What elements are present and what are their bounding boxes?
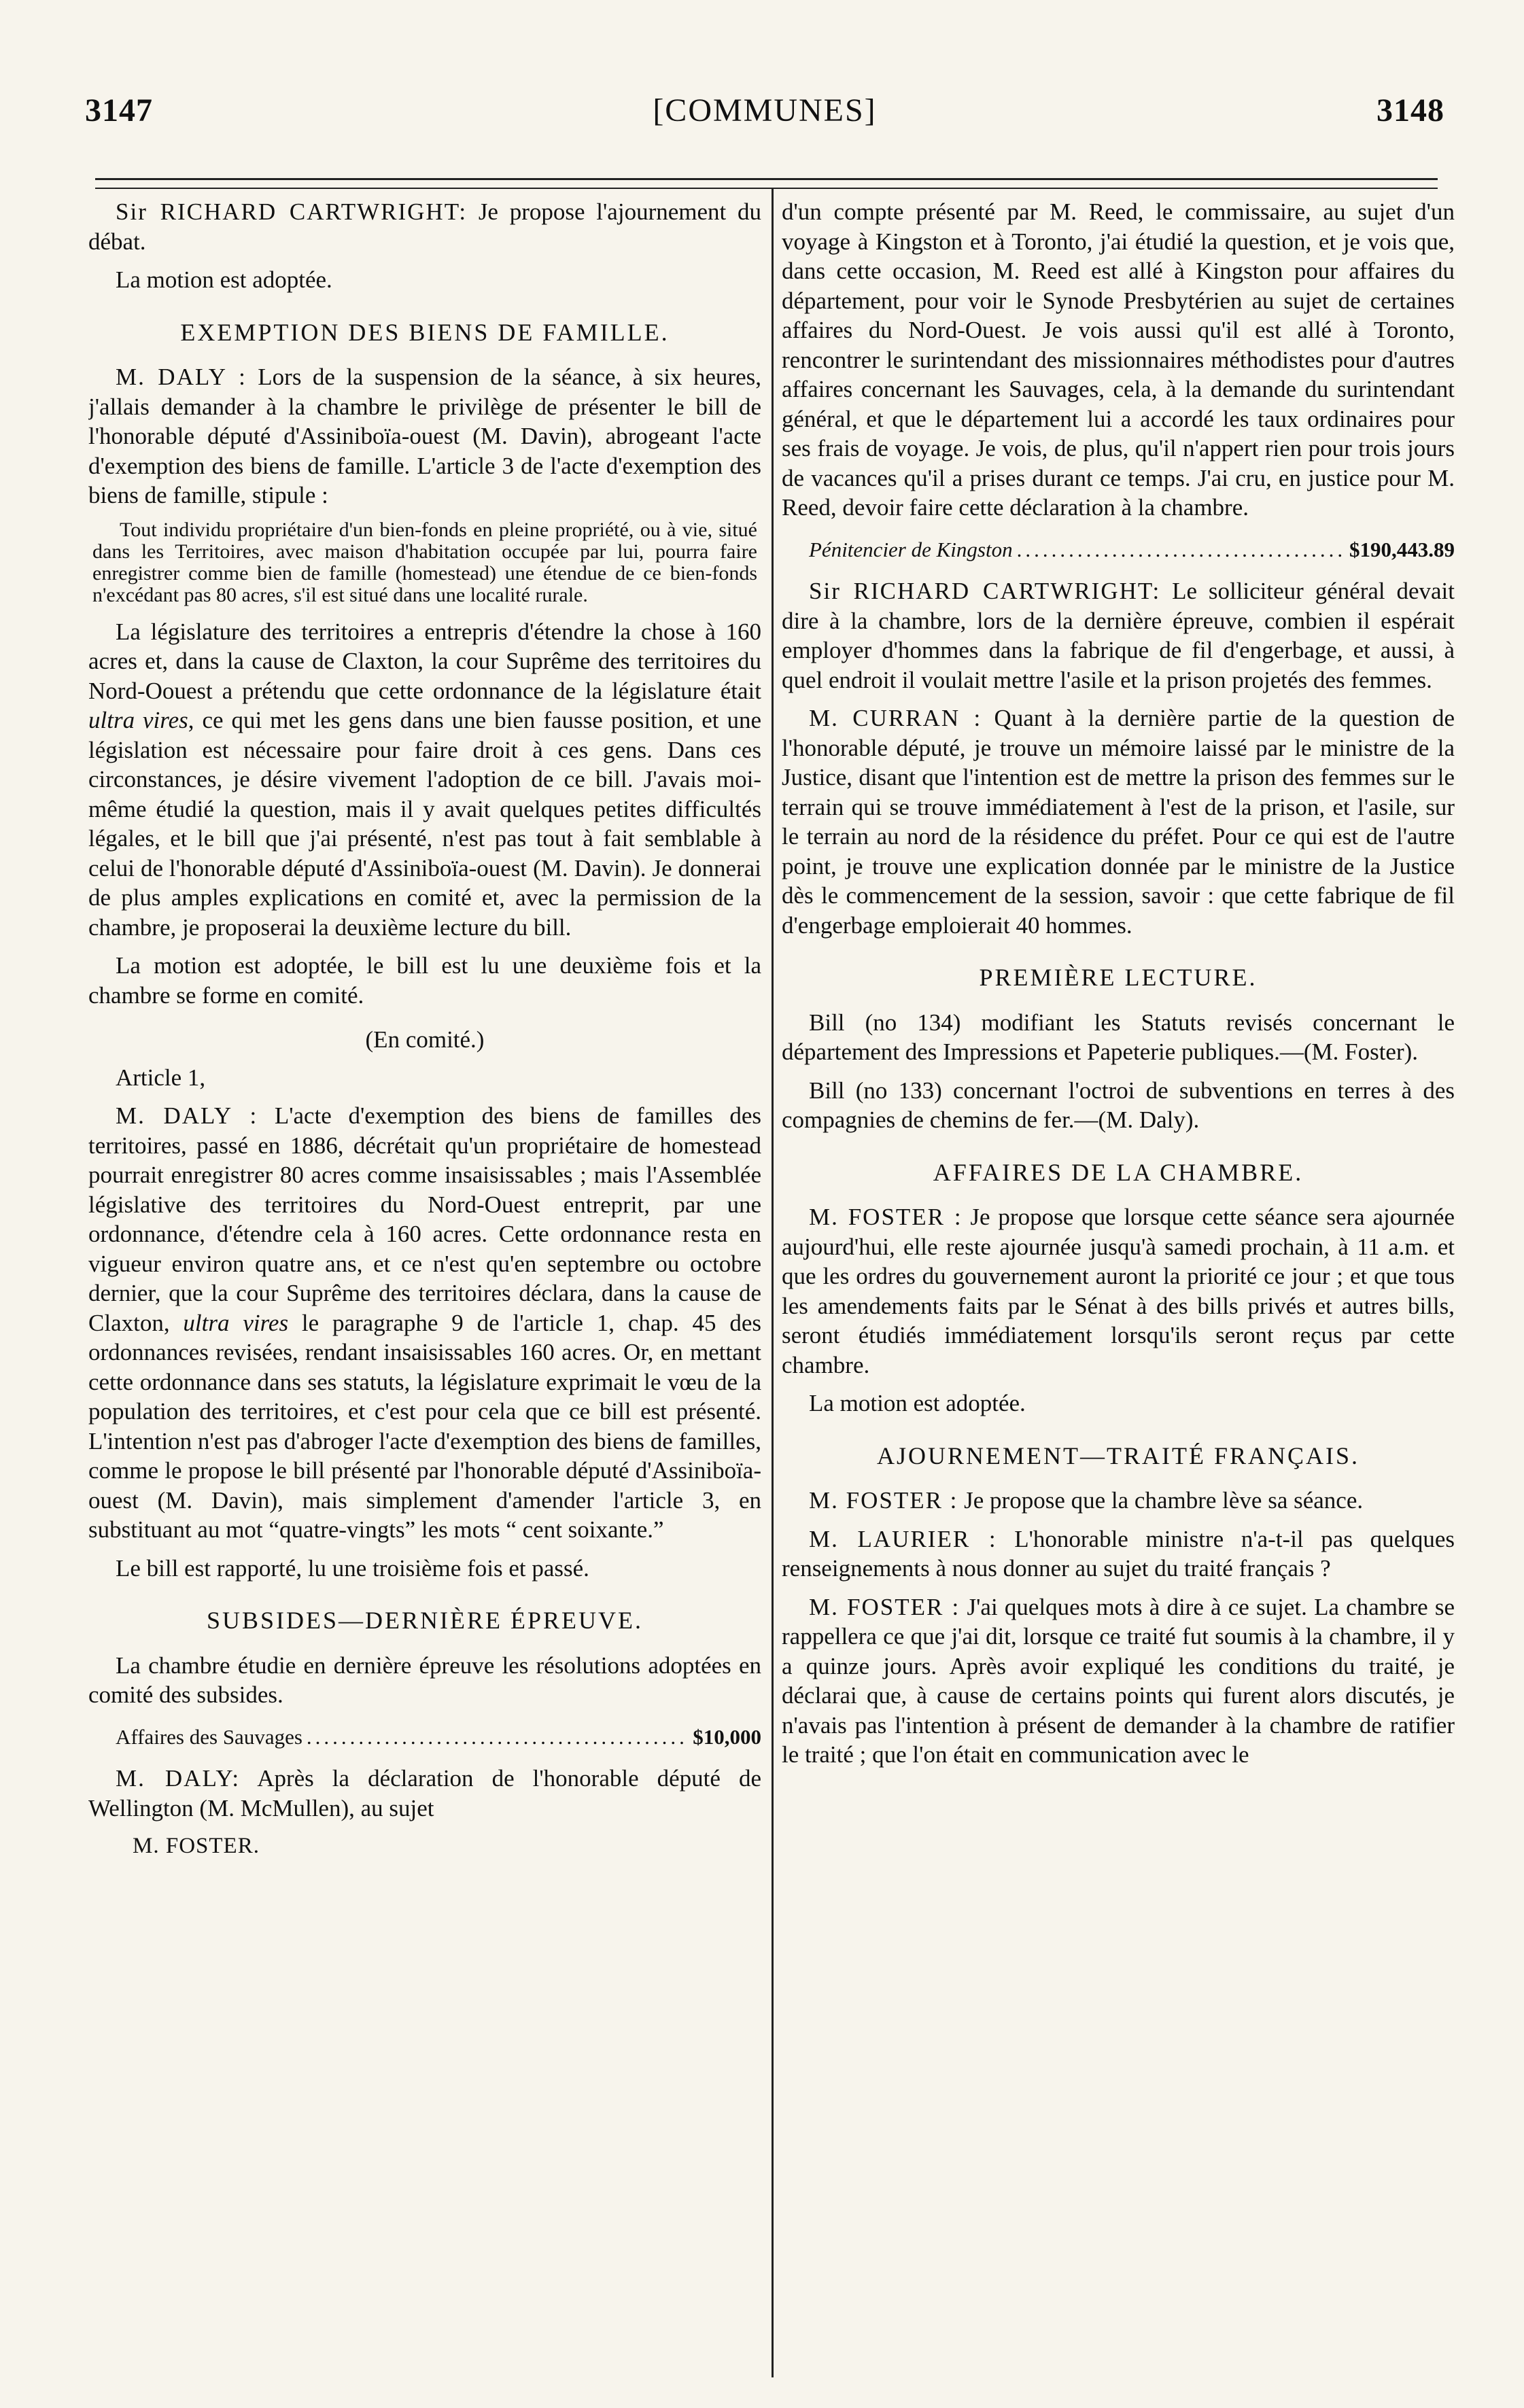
speech-text: La législature des territoires a entrepris d'étendre la chose à 160 acres et, dans la cause de Claxton, la cour Suprême des territoires du Nord-Oouest a prétendu que cette ordonnance de la législature était xyxy=(88,618,761,704)
section-heading: AFFAIRES DE LA CHAMBRE. xyxy=(933,1158,1304,1186)
speech-text: L'honorable ministre n'a-t-il pas quelques renseignements à nous donner au sujet du traité français ? xyxy=(782,1525,1455,1582)
paragraph xyxy=(782,1592,1455,1770)
supply-item-amount: $10,000 xyxy=(693,1724,761,1749)
dot-leader xyxy=(307,1722,689,1752)
supply-item xyxy=(116,1722,761,1752)
supply-item-label: Pénitencier de Kingston xyxy=(809,537,1013,561)
left-page-number: 3147 xyxy=(85,92,153,128)
supply-item-label: Affaires des Sauvages xyxy=(116,1724,302,1749)
section-heading: AJOURNEMENT—TRAITÉ FRANÇAIS. xyxy=(876,1442,1360,1469)
header-rule-top xyxy=(95,178,1438,180)
paragraph xyxy=(782,1524,1455,1584)
paragraph: d'un compte présenté par M. Reed, le commissaire, au sujet d'un voyage à Kingston et à Toronto, j'ai étudié la question, et je vois que, dans cette occasion, M. Reed est allé à Kingston pour affaires du département, pour voir le Synode Presbytérien au sujet de certaines affaires du Nord-Ouest. Je vois aussi qu'il est allé à Toronto, rencontrer le surintendant des missionnaires méthodistes pour d'autres affaires concernant les Sauvages, cela, à la demande du surintendant général, et que le département lui a accordé les taux ordinaires pour ses frais de voyage. Je vois, de plus, qu'il n'appert rien pour trois jours de vacances qu'il a prises durant ce temps. J'ai cru, en justice pour M. Reed, devoir faire cette déclaration à la chambre. xyxy=(782,198,1455,521)
paragraph: La motion est adoptée, le bill est lu une deuxième fois et la chambre se forme en comité. xyxy=(88,952,761,1009)
paragraph xyxy=(88,362,761,510)
running-title: [COMMUNES] xyxy=(653,92,877,128)
supply-item-amount: $190,443.89 xyxy=(1349,537,1455,561)
header-rule-bottom xyxy=(95,188,1438,189)
speech-text: le paragraphe 9 de l'article 1, chap. 45 des ordonnances revisées, rendant insaisissables 160 acres. Or, en mettant cette ordonnance dans ses statuts, la législature exprimait le vœu de la population des territoires, et c'est pour cela que ce bill est présenté. L'intention n'est pas d'abroger l'acte d'exemption des biens de familles, comme le propose le bill présenté par l'honorable député d'Assiniboïa-ouest (M. Davin), mais simplement d'amender l'article 3, en substituant au mot “quatre-vingts” les mots “ cent soixante.” xyxy=(88,1309,761,1543)
paragraph: Bill (no 133) concernant l'octroi de subventions en terres à des compagnies de chemins de fer.—(M. Daly). xyxy=(782,1077,1455,1133)
paragraph xyxy=(782,576,1455,695)
speech-text: L'acte d'exemption des biens de familles des territoires, passé en 1886, décrétait qu'un propriétaire de homestead pourrait enregistrer 80 acres comme insaisissables ; mais l'Assemblée législative des territoires du Nord-Ouest entreprit, par une ordonnance, d'étendre cela à 160 acres. Cette ordonnance resta en vigueur environ quatre ans, et ce n'est qu'en septembre ou octobre dernier, que la cour Suprême des territoires déclara, dans la cause de Claxton, xyxy=(88,1102,761,1336)
speaker-name: Sir RICHARD CARTWRIGHT: xyxy=(116,198,468,225)
speaker-name: M. FOSTER : xyxy=(809,1204,963,1230)
paragraph xyxy=(782,1486,1455,1516)
paragraph: Bill (no 134) modifiant les Statuts revisés concernant le département des Impressions et Papeterie publiques.—(M. Foster). xyxy=(782,1009,1455,1065)
speech-text: Lors de la suspension de la séance, à six heures, j'allais demander à la chambre le privilège de présenter le bill de l'honorable député d'Assiniboïa-ouest (M. Davin), abrogeant l'acte d'exemption des biens de famille. L'article 3 de l'acte d'exemption des biens de famille, stipule : xyxy=(88,364,761,508)
section-heading: PREMIÈRE LECTURE. xyxy=(979,964,1258,991)
paragraph xyxy=(88,197,761,256)
paragraph xyxy=(88,1101,761,1545)
speaker-name: M. LAURIER : xyxy=(809,1525,997,1552)
page-header xyxy=(85,92,1444,146)
speech-text: Je propose que lorsque cette séance sera ajournée aujourd'hui, elle reste ajournée jusqu'à samedi prochain, à 11 a.m. et que les ordres du gouvernement auront la priorité ce jour ; et que tous les amendements faits par le Sénat à des bills privés et autres bills, seront étudiés immédiatement lorsqu'ils seront reçus par cette chambre. xyxy=(782,1204,1455,1378)
paragraph xyxy=(782,1202,1455,1380)
paragraph xyxy=(88,1764,761,1823)
right-page-number: 3148 xyxy=(1376,92,1444,128)
speech-text: , ce qui met les gens dans une bien fausse position, et une législation est nécessaire pour faire droit à ces gens. Dans ces circonstances, je désire vivement l'adoption de ce bill. J'avais moi-même étudié la question, mais il y avait quelques petites difficultés légales, et le bill que j'ai présenté, n'est pas tout à fait semblable à celui de l'honorable député d'Assiniboïa-ouest (M. Davin). Je donnerai de plus amples explications en comité et, avec la permission de la chambre, je proposerai la deuxième lecture du bill. xyxy=(88,707,761,941)
speech-text: J'ai quelques mots à dire à ce sujet. La chambre se rappellera ce que j'ai dit, lorsque ce traité fut soumis à la chambre, il y a quinze jours. Après avoir expliqué les conditions du traité, je déclarai que, à cause de certains points qui furent alors discutés, je n'avais pas l'intention à présent de demander à la chambre de ratifier le traité ; que l'on était en communication avec le xyxy=(782,1593,1455,1768)
dot-leader xyxy=(1017,535,1345,565)
speaker-name: M. DALY : xyxy=(116,1102,258,1129)
left-column xyxy=(88,197,761,2379)
speaker-name: Sir RICHARD CARTWRIGHT: xyxy=(809,578,1161,604)
speech-text: Je propose l'ajournement du débat. xyxy=(88,198,761,255)
latin-term: ultra vires xyxy=(183,1309,289,1336)
section-heading: SUBSIDES—DERNIÈRE ÉPREUVE. xyxy=(206,1607,644,1634)
statute-quote: Tout individu propriétaire d'un bien-fonds en pleine propriété, ou à vie, situé dans les Territoires, avec maison d'habitation occupée par lui, pourra faire enregistrer comme bien de famille (homestead) une étendue de ce bien-fonds n'excédant pas 80 acres, s'il est situé dans une localité rurale. xyxy=(92,518,757,606)
column-divider xyxy=(772,189,774,2377)
latin-term: ultra vires xyxy=(88,707,188,733)
speaker-name: M. FOSTER : xyxy=(809,1593,960,1620)
speaker-name: M. FOSTER : xyxy=(809,1487,958,1514)
committee-note: (En comité.) xyxy=(365,1026,485,1053)
right-column xyxy=(782,197,1455,2379)
speaker-name: M. CURRAN : xyxy=(809,705,982,731)
speaker-name: M. DALY : xyxy=(116,364,247,390)
supply-item xyxy=(809,535,1455,565)
footer-signature: M. FOSTER. xyxy=(133,1834,260,1858)
paragraph: La motion est adoptée. xyxy=(809,1390,1026,1416)
speech-text: Le solliciteur général devait dire à la chambre, lors de la dernière épreuve, combien il espérait employer d'hommes dans la fabrique de fil d'engerbage, et aussi, à quel endroit il voulait mettre l'asile et la prison projetés des femmes. xyxy=(782,578,1455,693)
speech-text: Quant à la dernière partie de la question de l'honorable député, je trouve un mémoire laissé par le ministre de la Justice, disant que l'intention est de mettre la prison des femmes sur le terrain qui se trouve immédiatement à l'est de la prison, et l'asile, sur le terrain au nord de la résidence du préfet. Pour ce qui est de l'autre point, je trouve une explication donnée par le ministre de la Justice dès le commencement de la session, savoir : que cette fabrique de fil d'engerbage emploierait 40 hommes. xyxy=(782,705,1455,939)
paragraph: La chambre étudie en dernière épreuve les résolutions adoptées en comité des subsides. xyxy=(88,1652,761,1708)
speech-text: Après la déclaration de l'honorable député de Wellington (M. McMullen), au sujet xyxy=(88,1765,761,1821)
paragraph: La motion est adoptée. xyxy=(116,266,332,293)
paragraph xyxy=(88,617,761,943)
section-heading: EXEMPTION DES BIENS DE FAMILLE. xyxy=(180,318,670,346)
paragraph: Le bill est rapporté, lu une troisième fois et passé. xyxy=(116,1554,589,1582)
article-label: Article 1, xyxy=(116,1064,206,1091)
paragraph xyxy=(782,703,1455,940)
speaker-name: M. DALY: xyxy=(116,1765,241,1792)
speech-text: Je propose que la chambre lève sa séance. xyxy=(958,1487,1364,1514)
